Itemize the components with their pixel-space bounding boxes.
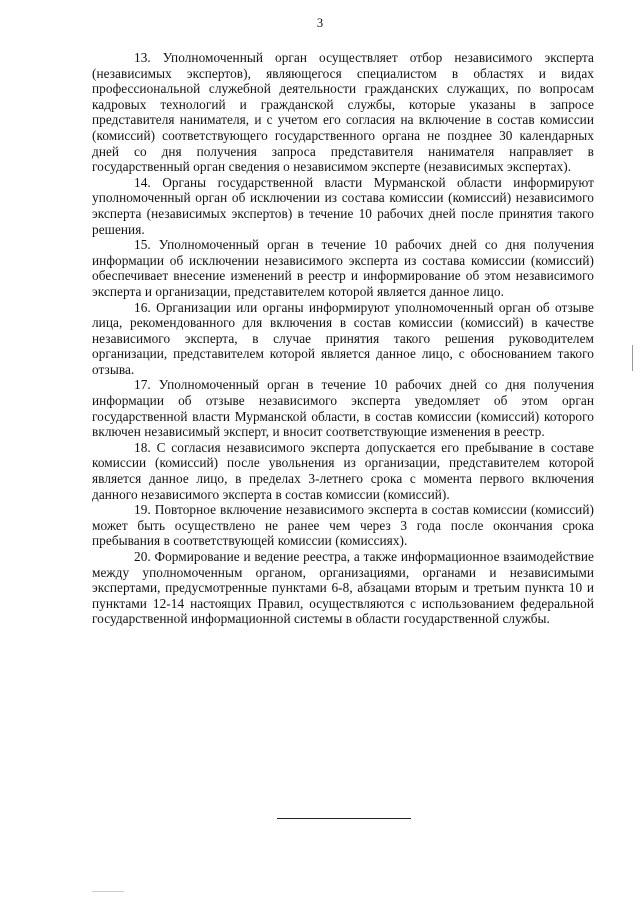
paragraph-16: 16. Организации или органы информируют уполномоченный орган об отзыве лица, рекомендованного для включения в состав комиссии (комиссий) в качестве независимого эксперта, в случае принятия такого решения руководителем организации, представителем которой является данное лицо, с обоснованием такого отзыва. <box>92 299 594 377</box>
margin-mark <box>632 345 633 371</box>
paragraph-20: 20. Формирование и ведение реестра, а также информационное взаимодействие между уполномоченным органом, организациями, органами и независимыми экспертами, предусмотренные пунктами 6-8, абзацами вторым и третьим пункта 10 и пунктами 12-14 настоящих Правил, осуществляются с использованием федеральной государственной информационной системы в области государственной службы. <box>92 549 594 627</box>
footer-mark <box>92 891 124 892</box>
page-number: 3 <box>316 16 324 30</box>
paragraph-19: 19. Повторное включение независимого эксперта в состав комиссии (комиссий) может быть осуществлено не ранее чем через 3 года после окончания срока пребывания в соответствующей комиссии (комиссиях). <box>92 502 594 549</box>
paragraph-14: 14. Органы государственной власти Мурманской области информируют уполномоченный орган об исключении из состава комиссии (комиссий) независимого эксперта (независимых экспертов) в течение 10 рабочих дней после принятия такого решения. <box>92 174 594 237</box>
paragraph-15: 15. Уполномоченный орган в течение 10 рабочих дней со дня получения информации об исключении независимого эксперта из состава комиссии (комиссий) обеспечивает внесение изменений в реестр и информирование об этом независимого эксперта и организации, представителем которой является данное лицо. <box>92 237 594 299</box>
paragraph-18: 18. С согласия независимого эксперта допускается его пребывание в составе комиссии (комиссий) после увольнения из организации, представителем которой является данное лицо, в пределах 3-летнего срока с момента первого включения данного независимого эксперта в состав комиссии (комиссий). <box>92 439 594 502</box>
end-of-text-divider <box>277 818 411 819</box>
document-body <box>92 50 594 627</box>
paragraph-13: 13. Уполномоченный орган осуществляет отбор независимого эксперта (независимых экспертов), являющегося специалистом в областях и видах профессиональной служебной деятельности гражданских служащих, по вопросам кадровых технологий и гражданской службы, которые указаны в запросе представителя нанимателя, и с учетом его согласия на включение в состав комиссии (комиссий) соответствующего государственного органа не позднее 30 календарных дней со дня получения запроса представителя нанимателя направляет в государственный орган сведения о независимом эксперте (независимых экспертах). <box>92 50 594 175</box>
paragraph-17: 17. Уполномоченный орган в течение 10 рабочих дней со дня получения информации об отзыве независимого эксперта уведомляет об этом орган государственной власти Мурманской области, в состав комиссии (комиссий) которого включен независимый эксперт, и вносит соответствующие изменения в реестр. <box>92 377 594 440</box>
